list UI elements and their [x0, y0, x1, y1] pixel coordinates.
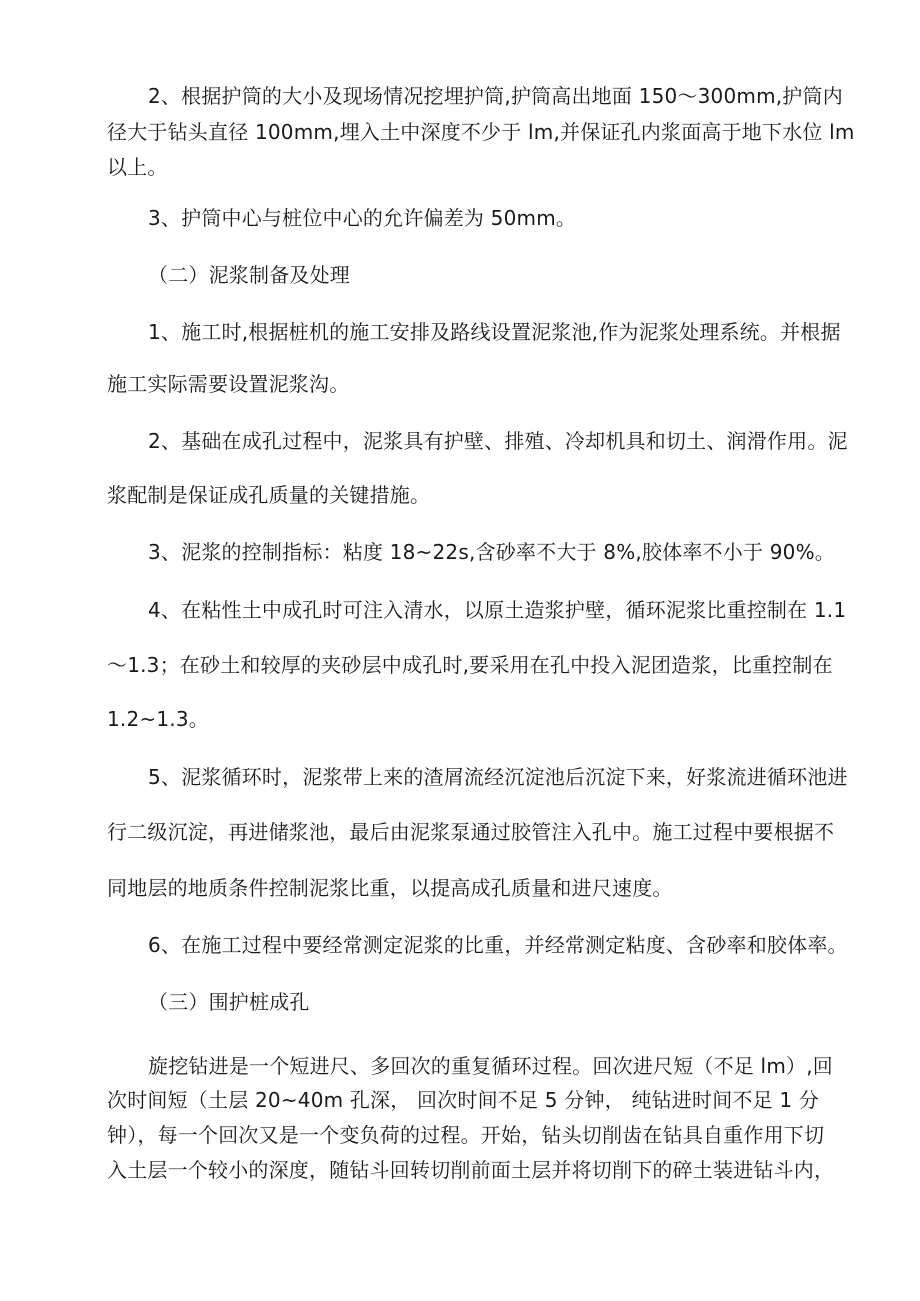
- paragraph-line: 入土层一个较小的深度，随钻斗回转切削前面土层并将切削下的碎土装进钻斗内，: [107, 1158, 835, 1182]
- paragraph-line: 行二级沉淀，再进储浆池，最后由泥浆泵通过胶管注入孔中。施工过程中要根据不: [107, 820, 835, 844]
- paragraph-line: 旋挖钻进是一个短进尺、多回次的重复循环过程。回次进尺短（不足 lm）,回: [148, 1054, 833, 1078]
- paragraph-line: ～1.3；在砂土和较厚的夹砂层中成孔时,要采用在孔中投入泥团造浆，比重控制在: [107, 653, 833, 677]
- paragraph-line: 6、在施工过程中要经常测定泥浆的比重，并经常测定粘度、含砂率和胶体率。: [148, 933, 848, 957]
- paragraph-line: 1.2~1.3。: [107, 707, 209, 731]
- paragraph-line: 径大于钻头直径 100mm,埋入土中深度不少于 lm,并保证孔内浆面高于地下水位 lm: [107, 120, 855, 144]
- paragraph-line: 施工实际需要设置泥浆沟。: [107, 372, 350, 396]
- paragraph-line: 2、根据护筒的大小及现场情况挖埋护筒,护筒高出地面 150～300mm,护筒内: [148, 84, 843, 108]
- paragraph-line: 3、护筒中心与桩位中心的允许偏差为 50mm。: [148, 206, 577, 230]
- paragraph-line: 3、泥浆的控制指标：粘度 18~22s,含砂率不大于 8%,胶体率不小于 90%。: [148, 540, 835, 564]
- paragraph-line: 次时间短（土层 20~40m 孔深， 回次时间不足 5 分钟， 纯钻进时间不足 1 分: [107, 1088, 820, 1112]
- paragraph-line: 2、基础在成孔过程中，泥浆具有护壁、排殖、冷却机具和切土、润滑作用。泥: [148, 429, 848, 453]
- paragraph-line: 4、在粘性土中成孔时可注入清水，以原土造浆护壁，循环泥浆比重控制在 1.1: [148, 598, 847, 622]
- paragraph-line: 5、泥浆循环时，泥浆带上来的渣屑流经沉淀池后沉淀下来，好浆流进循环池进: [148, 765, 848, 789]
- section-heading: （三）围护桩成孔: [148, 990, 310, 1014]
- paragraph-line: 1、施工时,根据桩机的施工安排及路线设置泥浆池,作为泥浆处理系统。并根据: [148, 320, 841, 344]
- paragraph-line: 钟），每一个回次又是一个变负荷的过程。开始，钻头切削齿在钻具自重作用下切: [107, 1123, 825, 1147]
- paragraph-line: 以上。: [107, 155, 168, 179]
- paragraph-line: 同地层的地质条件控制泥浆比重，以提高成孔质量和进尺速度。: [107, 876, 673, 900]
- paragraph-line: 浆配制是保证成孔质量的关键措施。: [107, 483, 431, 507]
- section-heading: （二）泥浆制备及处理: [148, 263, 350, 287]
